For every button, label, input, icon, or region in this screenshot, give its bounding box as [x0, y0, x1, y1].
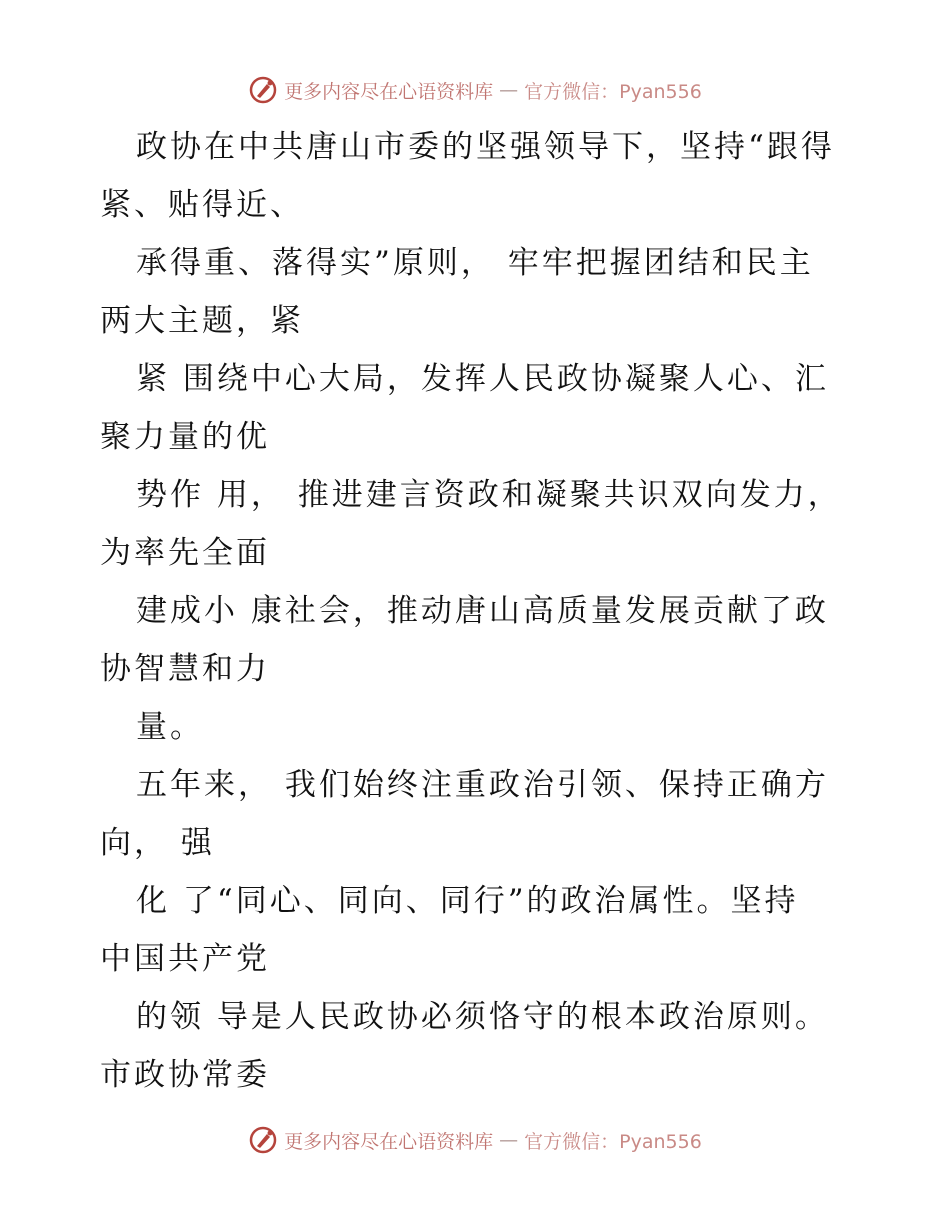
watermark-separator: — [499, 79, 519, 101]
text-line: 紧 围绕中心大局，发挥人民政协凝聚人心、汇 [136, 361, 829, 397]
watermark-brand: 更多内容尽在心语资料库 [284, 80, 494, 103]
text-line: 势作 用， 推进建言资政和凝聚共识双向发力， [136, 477, 842, 513]
text-line: 五年来， 我们始终注重政治引领、保持正确方 [136, 767, 829, 803]
text-line: 建成小 康社会，推动唐山高质量发展贡献了政 [136, 593, 829, 629]
header-watermark [0, 70, 950, 110]
quill-seal-icon [248, 75, 278, 105]
text-line: 聚力量的优 [100, 419, 270, 455]
text-line: 量。 [136, 709, 204, 745]
text-line: 政协在中共唐山市委的坚强领导下，坚持“跟得 [136, 129, 835, 165]
footer-watermark [0, 1120, 950, 1160]
quill-seal-icon [248, 1125, 278, 1155]
text-line: 为率先全面 [100, 535, 270, 571]
text-line: 协智慧和力 [100, 651, 270, 687]
text-line: 紧、贴得近、 [100, 187, 304, 223]
text-line: 化 了“同心、同向、同行”的政治属性。坚持 [136, 883, 799, 919]
text-line: 市政协常委 [100, 1057, 270, 1093]
watermark-contact: 官方微信：Pyan556 [524, 1130, 702, 1153]
text-line: 向， 强 [100, 825, 215, 861]
watermark-separator: — [499, 1129, 519, 1151]
text-line: 两大主题，紧 [100, 303, 304, 339]
text-line: 承得重、落得实”原则， 牢牢把握团结和民主 [136, 245, 814, 281]
document-body [100, 118, 860, 1104]
text-line: 中国共产党 [100, 941, 270, 977]
text-line: 的领 导是人民政协必须恪守的根本政治原则。 [136, 999, 829, 1035]
watermark-contact: 官方微信：Pyan556 [524, 80, 702, 103]
watermark-brand: 更多内容尽在心语资料库 [284, 1130, 494, 1153]
